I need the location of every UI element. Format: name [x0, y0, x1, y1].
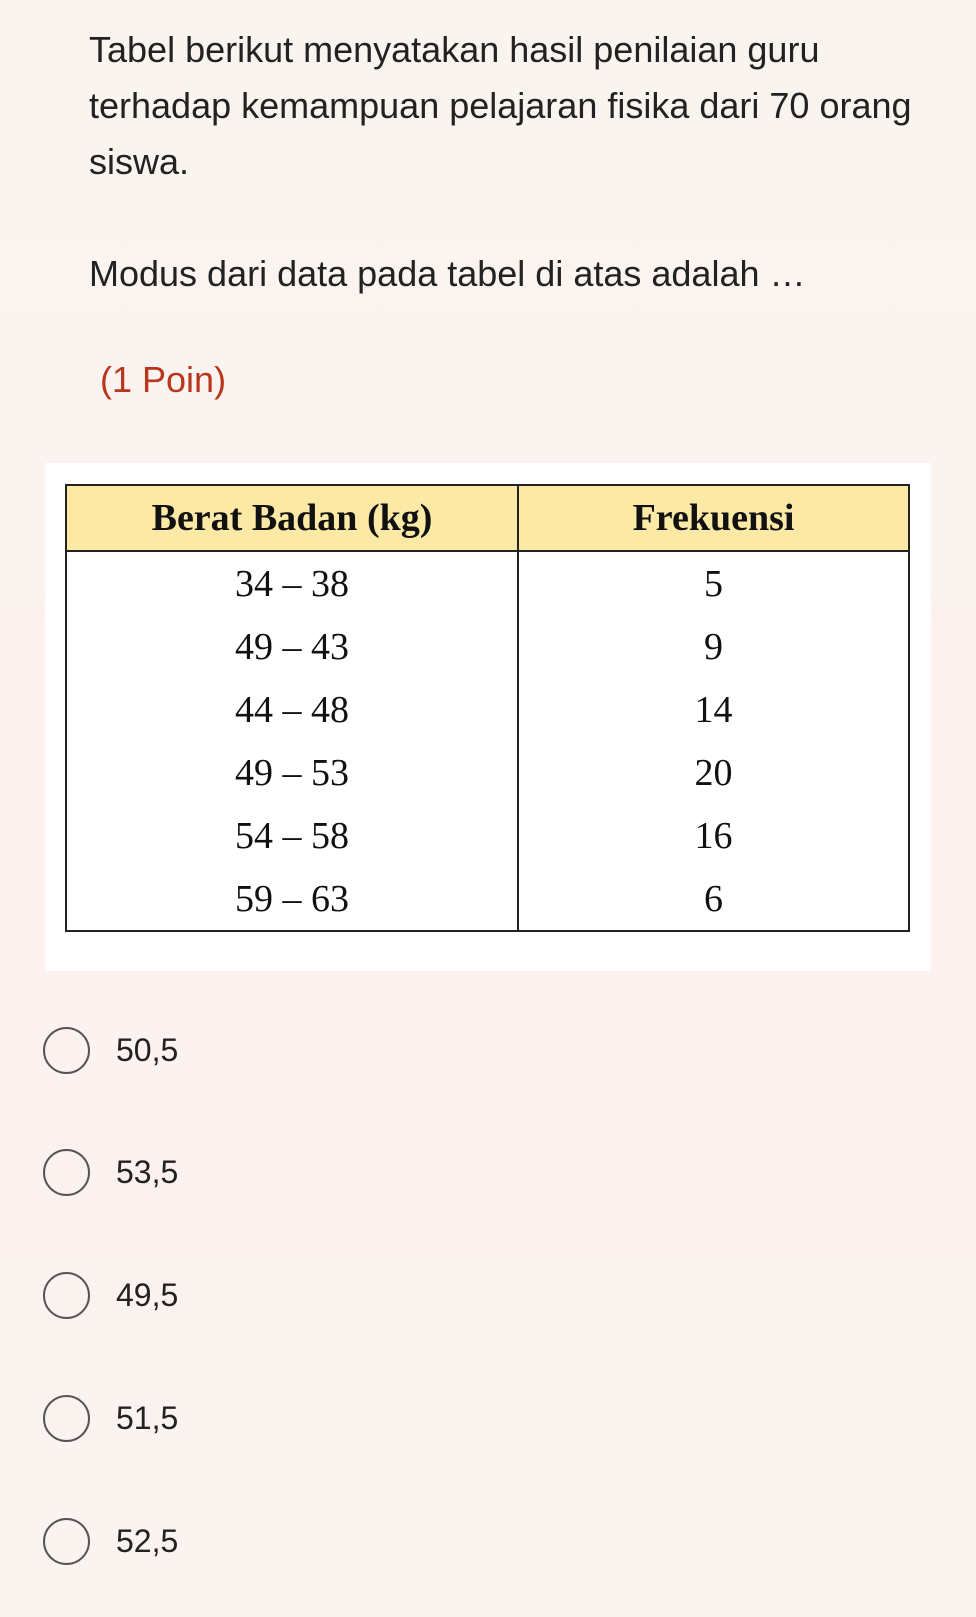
header-weight: Berat Badan (kg): [66, 485, 518, 551]
cell-frequency: 14: [518, 678, 909, 741]
option-label: 52,5: [116, 1522, 179, 1559]
option-label: 53,5: [116, 1153, 179, 1190]
question-prompt: Modus dari data pada tabel di atas adalah …: [89, 253, 806, 294]
cell-weight: 49 – 53: [66, 741, 518, 804]
table-row: [66, 867, 909, 931]
table-header-row: [66, 485, 909, 551]
table-image: [45, 463, 931, 971]
radio-button[interactable]: [43, 1272, 90, 1319]
table-row: [66, 741, 909, 804]
cell-weight: 44 – 48: [66, 678, 518, 741]
table-row: [66, 678, 909, 741]
option-label: 50,5: [116, 1031, 179, 1068]
cell-frequency: 6: [518, 867, 909, 931]
radio-button[interactable]: [43, 1149, 90, 1196]
option-label: 49,5: [116, 1276, 179, 1313]
table-row: [66, 804, 909, 867]
cell-weight: 54 – 58: [66, 804, 518, 867]
table-row: [66, 551, 909, 615]
option-4[interactable]: [43, 1391, 178, 1445]
points-label: (1 Poin): [100, 359, 227, 400]
option-2[interactable]: [43, 1145, 178, 1199]
radio-button[interactable]: [43, 1395, 90, 1442]
radio-button[interactable]: [43, 1518, 90, 1565]
option-5[interactable]: [43, 1514, 178, 1568]
cell-frequency: 20: [518, 741, 909, 804]
cell-frequency: 16: [518, 804, 909, 867]
header-frequency: Frekuensi: [518, 485, 909, 551]
option-label: 51,5: [116, 1399, 179, 1436]
frequency-table: [65, 484, 910, 932]
cell-frequency: 5: [518, 551, 909, 615]
cell-frequency: 9: [518, 615, 909, 678]
option-1[interactable]: [43, 1023, 178, 1077]
option-3[interactable]: [43, 1268, 178, 1322]
cell-weight: 34 – 38: [66, 551, 518, 615]
question-text: [89, 22, 929, 302]
radio-button[interactable]: [43, 1027, 90, 1074]
cell-weight: 59 – 63: [66, 867, 518, 931]
question-intro: Tabel berikut menyatakan hasil penilaian guru terhadap kemampuan pelajaran fisika dari 70 orang siswa.: [89, 29, 912, 182]
cell-weight: 49 – 43: [66, 615, 518, 678]
table-row: [66, 615, 909, 678]
